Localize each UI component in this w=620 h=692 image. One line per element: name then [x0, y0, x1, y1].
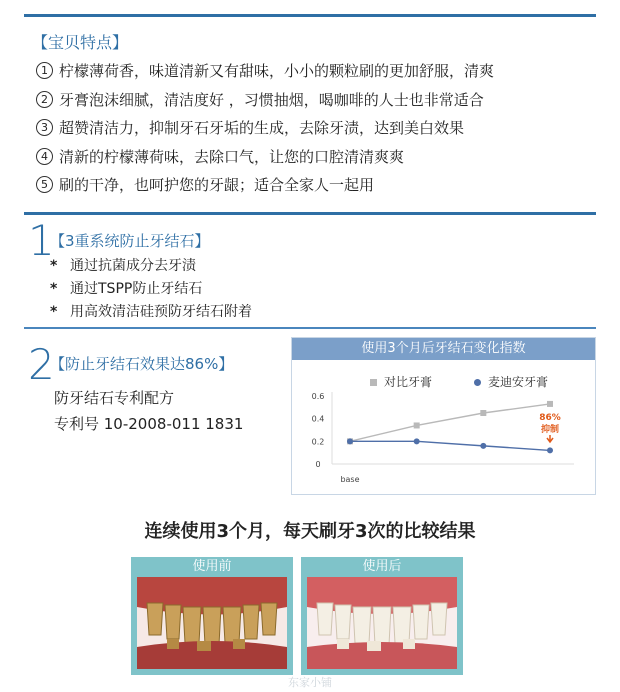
feature-text: 牙膏泡沫细腻，清洁度好 ，习惯抽烟，喝咖啡的人士也非常适合: [59, 90, 484, 109]
bullet-text: 通过TSPP防止牙结石: [70, 281, 203, 297]
bullet-item: [50, 302, 252, 325]
data-point: [414, 438, 420, 444]
star-icon: *: [50, 304, 58, 320]
y-tick-label: 0.2: [311, 437, 325, 447]
feature-number: 3: [36, 119, 53, 136]
comparison-title: 连续使用3个月，每天刷牙3次的比较结果: [144, 521, 476, 542]
feature-text: 刷的干净，也呵护您的牙龈；适合全家人一起用: [59, 176, 375, 194]
data-point: [547, 401, 553, 407]
feature-number: 2: [36, 91, 53, 108]
patent-info: [54, 385, 243, 437]
feature-text: 超赞清洁力，抑制牙石牙垢的生成，去除牙渍，达到美白效果: [59, 119, 465, 137]
tartar-chart: [291, 337, 596, 495]
feature-number: 5: [36, 176, 53, 193]
feature-item: [36, 117, 494, 146]
feature-number: 4: [36, 148, 53, 165]
bullet-list: [50, 256, 252, 325]
features-title: 【宝贝特点】: [32, 33, 129, 52]
bullet-item: [50, 256, 252, 279]
section-divider: [24, 327, 596, 329]
feature-text: 清新的柠檬薄荷味，去除口气，让您的口腔清清爽爽: [59, 147, 405, 166]
series-line: [350, 441, 550, 450]
after-photo-card: [301, 557, 463, 675]
data-point: [414, 422, 420, 428]
y-tick-label: 0.4: [311, 414, 325, 424]
bullet-text: 用高效清洁硅预防牙结石附着: [70, 304, 252, 320]
legend-label: 对比牙膏: [384, 375, 433, 389]
feature-item: [36, 60, 494, 89]
section-number: 2: [28, 340, 55, 389]
top-divider: [24, 14, 596, 17]
section-number: 1: [28, 216, 55, 265]
section-title: 【3重系统防止牙结石】: [50, 232, 210, 250]
data-point: [480, 410, 486, 416]
feature-text: 柠檬薄荷香，味道清新又有甜味，小小的颗粒刷的更加舒服，清爽: [59, 62, 495, 80]
data-point: [480, 443, 486, 449]
patent-line: 防牙结石专利配方: [54, 389, 175, 407]
y-tick-label: 0.6: [311, 392, 325, 401]
features-list: [36, 60, 494, 203]
legend-label: 麦迪安牙膏: [488, 375, 549, 389]
annotation-percent: 86%: [539, 413, 561, 423]
series-line: [350, 404, 550, 441]
before-label: 使用前: [192, 559, 232, 574]
patent-number: 专利号 10-2008-011 1831: [54, 415, 244, 433]
section-divider: [24, 212, 596, 215]
data-point: [347, 438, 353, 444]
chart-plot: [292, 360, 595, 494]
bullet-text: 通过抗菌成分去牙渍: [70, 258, 196, 274]
data-point: [547, 447, 553, 453]
x-tick-label: base: [340, 475, 360, 484]
down-arrow-icon: [547, 435, 553, 442]
legend-marker: [474, 379, 481, 386]
feature-number: 1: [36, 62, 53, 79]
feature-item: [36, 174, 494, 203]
bullet-item: [50, 279, 252, 302]
teeth-after-image: [307, 577, 457, 669]
before-photo-card: [131, 557, 293, 675]
after-label: 使用后: [362, 559, 402, 574]
legend-marker: [370, 379, 377, 386]
feature-item: [36, 146, 494, 175]
star-icon: *: [50, 281, 58, 297]
section-title: 【防止牙结石效果达86%】: [50, 355, 234, 373]
watermark-text: 东家小铺: [288, 676, 332, 689]
chart-title: 使用3个月后牙结石变化指数: [292, 338, 595, 360]
annotation-label: 抑制: [540, 425, 560, 435]
feature-item: [36, 89, 494, 118]
teeth-before-image: [137, 577, 287, 669]
y-tick-label: 0: [315, 460, 321, 469]
star-icon: *: [50, 258, 58, 274]
